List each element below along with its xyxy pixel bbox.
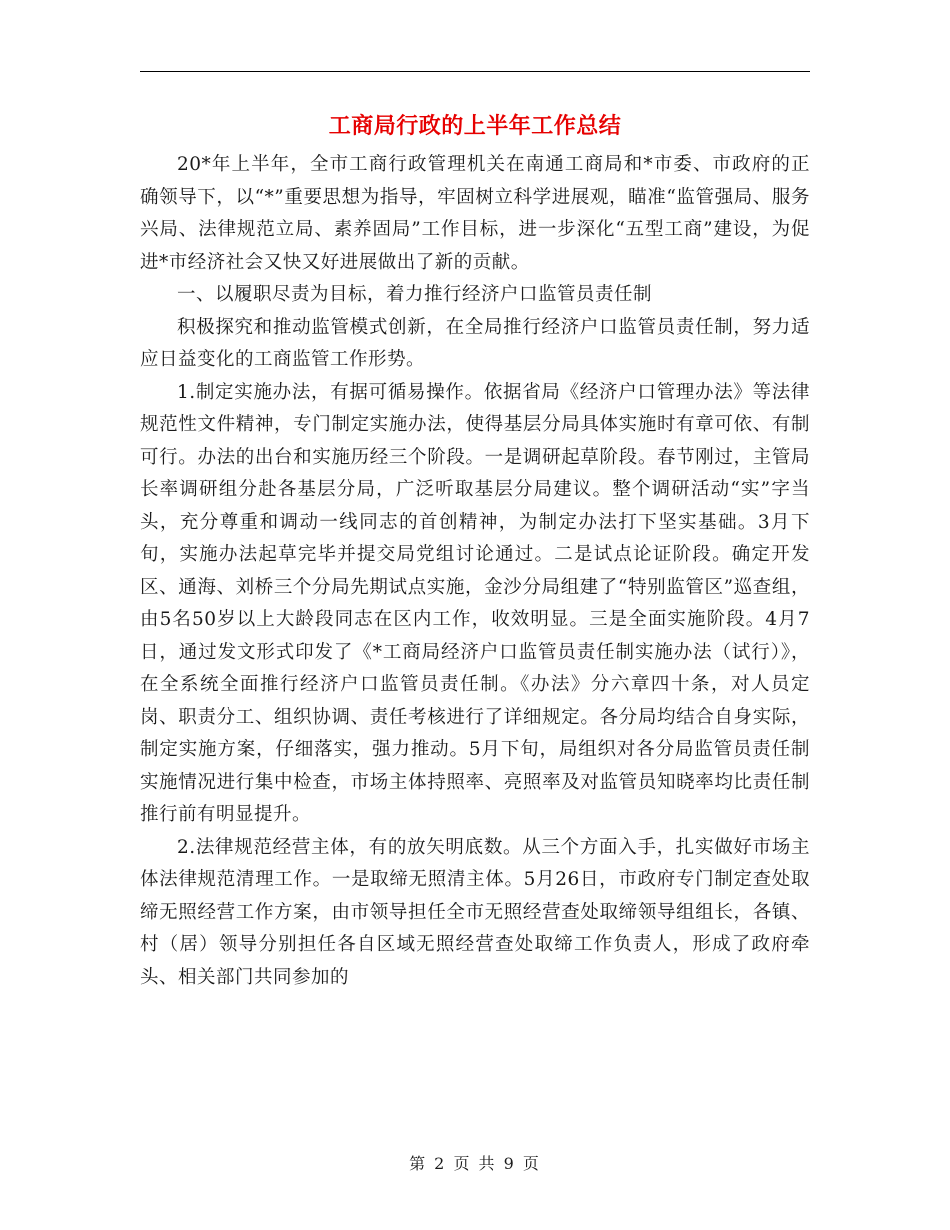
document-title: 工商局行政的上半年工作总结 — [328, 113, 622, 139]
section-heading-1: 一、以履职尽责为目标，着力推行经济户口监管员责任制 — [177, 284, 653, 305]
page-number: 第 2 页 共 9 页 — [409, 1154, 541, 1173]
item-1-paragraph: 1.制定实施办法，有据可循易操作。依据省局《经济户口管理办法》等法律规范性文件精神，专门制定实施办法，使得基层分局具体实施时有章可依、有制可行。办法的出台和实施历经三个阶段。一是调研起草阶段。春节刚过，主管局长率调研组分赴各基层分局，广泛听取基层分局建议。整个调研活动“实”字当头，充分尊重和调动一线同志的首创精神，为制定办法打下坚实基础。3月下旬，实施办法起草完毕并提交局党组讨论通过。二是试点论证阶段。确定开发区、通海、刘桥三个分局先期试点实施，金沙分局组建了“特别监管区”巡查组，由5名50岁以上大龄段同志在区内工作，收效明显。三是全面实施阶段。4月7日，通过发文形式印发了《*工商局经济户口监管员责任制实施办法（试行）》，在全系统全面推行经济户口监管员责任制。《办法》分六章四十条，对人员定岗、职责分工、组织协调、责任考核进行了详细规定。各分局均结合自身实际，制定实施方案，仔细落实，强力推动。5月下旬，局组织对各分局监管员责任制实施情况进行集中检查，市场主体持照率、亮照率及对监管员知晓率均比责任制推行前有明显提升。 — [140, 381, 810, 825]
document-body — [140, 149, 810, 994]
intro-paragraph: 20*年上半年，全市工商行政管理机关在南通工商局和*市委、市政府的正确领导下，以“*”重要思想为指导，牢固树立科学进展观，瞄准“监管强局、服务兴局、法律规范立局、素养固局”工作目标，进一步深化“五型工商”建设，为促进*市经济社会又快又好进展做出了新的贡献。 — [140, 154, 810, 273]
header-rule — [140, 71, 810, 72]
section-1-paragraph: 积极探究和推动监管模式创新，在全局推行经济户口监管员责任制，努力适应日益变化的工商监管工作形势。 — [140, 316, 810, 370]
item-2-paragraph: 2.法律规范经营主体，有的放矢明底数。从三个方面入手，扎实做好市场主体法律规范清理工作。一是取缔无照清主体。5月26日，市政府专门制定查处取缔无照经营工作方案，由市领导担任全市无照经营查处取缔领导组组长，各镇、村（居）领导分别担任各自区域无照经营查处取缔工作负责人，形成了政府牵头、相关部门共同参加的 — [140, 836, 810, 988]
